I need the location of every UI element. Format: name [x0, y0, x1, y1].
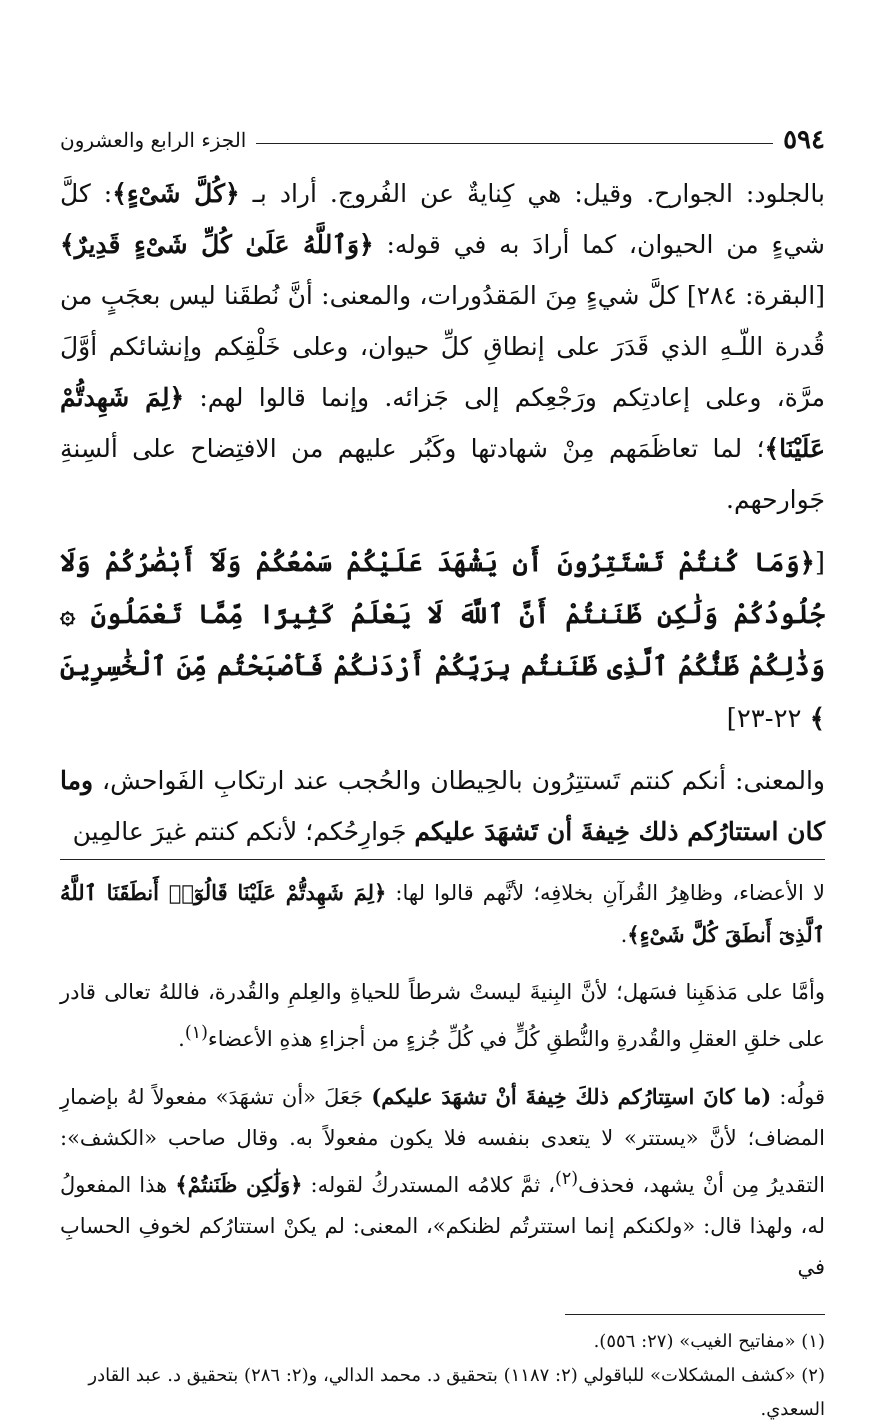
quran-quote: ﴿كُلَّ شَىْءٍ﴾: [112, 179, 240, 208]
footnote-1: (١) «مفاتيح الغيب» (٢٧: ٥٥٦).: [593, 1331, 825, 1352]
quran-verse-block: [60, 537, 825, 745]
footnote-ref[interactable]: (١): [184, 1023, 208, 1043]
text-span: بالجلود: الجوارح. وقيل: هي كِنايةٌ عن الفُروج. أراد بـ: [239, 179, 825, 208]
text-span: وأمَّا على مَذهَبِنا فسَهل؛ لأنَّ البِنيةَ ليستْ شرطاً للحياةِ والعِلمِ والقُدرة، فاللهُ تعالى قادر على خلقِ العقلِ والقُدرةِ والنُّطقِ كُلٍّ في كُلِّ جُزءٍ من أجزاءِ هذهِ الأعضاء: [60, 980, 825, 1051]
text-span: جَعَلَ «أن تشهَدَ» مفعولاً لهُ بإضمارِ المضاف؛ لأنَّ «يستتر» لا يتعدى بنفسه فلا يكون مفعولاً به. وقال صاحب «الكشف»: التقديرُ مِن أنْ يشهد، فحذف: [60, 1085, 825, 1197]
verse-reference: ٢٢-٢٣: [736, 704, 802, 734]
commentary-paragraph-3: [60, 1076, 825, 1288]
text-span: جَوارِحُكم؛ لأنكم كنتم غيرَ عالمِين: [72, 817, 415, 846]
quran-quote: ﴿وَٱللَّهُ عَلَىٰ كُلِّ شَىْءٍ قَدِيرٌ﴾: [60, 230, 374, 259]
text-span: والمعنى: أنكم كنتم تَستتِرُون بالحِيطان والحُجب عند ارتكابِ الفَواحش،: [93, 766, 825, 795]
footnote-rule: [565, 1314, 825, 1315]
header-rule: [256, 143, 773, 144]
paragraph-1: [60, 168, 825, 525]
text-span: هذا المفعولُ له، ولهذا قال: «ولكنكم إنما استترتُم لظنكم»، المعنى: لم يكنْ استتارُكم لخوفِ الحسابِ في: [60, 1173, 825, 1279]
text-span: لا الأعضاء، وظاهِرُ القُرآنِ بخلافِه؛ لأنَّهم قالوا لها:: [386, 881, 826, 905]
book-page: [60, 120, 826, 1420]
bold-phrase: وما كان استتارُكم ذلك خِيفةَ أن تَشهَدَ عليكم: [60, 766, 825, 846]
footnote-2: (٢) «كشف المشكلات» للباقولي (٢: ١١٨٧) بتحقيق د. محمد الدالي، و(٢: ٢٨٦) بتحقيق د. عبد القادر السعدي.: [88, 1365, 825, 1420]
paragraph-2: [60, 755, 825, 857]
quran-quote: ﴿وَلَٰكِن ظَنَنتُمْ﴾: [175, 1172, 303, 1197]
commentary-section: [60, 872, 825, 1288]
commentary-paragraph-2: [60, 972, 825, 1060]
text-span: .: [620, 923, 628, 947]
running-title: الجزء الرابع والعشرون: [60, 128, 247, 152]
bracket-open: [: [814, 548, 825, 578]
text-span: ، ثمَّ كلامُه المستدركُ لقوله:: [302, 1173, 556, 1197]
text-span: ؛ لما تعاظَمَهم مِنْ شهادتها وكَبُر عليهم من الافتِضاح على ألسِنةِ جَوارحهم.: [60, 434, 825, 514]
page-number: ٥٩٤: [783, 125, 825, 155]
verse-text: ﴿وَمَا كُنتُمْ تَسْتَتِرُونَ أَن يَشْهَدَ عَلَيْكُمْ سَمْعُكُمْ وَلَآ أَبْصَٰرُكُمْ وَلَا جُلُودُكُمْ وَلَٰكِن ظَنَنتُمْ أَنَّ ٱللَّهَ لَا يَعْلَمُ كَثِيرًا مِّمَّا تَعْمَلُونَ ۞ وَذَٰلِكُمْ ظَنُّكُمُ ٱلَّذِى ظَنَنتُم بِرَبِّكُمْ أَرْدَىٰكُمْ فَأَصْبَحْتُم مِّنَ ٱلْخَٰسِرِينَ ﴾: [60, 548, 825, 734]
text-span: قولُه:: [771, 1085, 826, 1109]
footnote-ref[interactable]: (٢): [555, 1169, 579, 1189]
commentary-paragraph-1: [60, 872, 825, 956]
page-header: [60, 120, 825, 160]
quran-quote: ﴿لِمَ شَهِدتُّمْ عَلَيْنَا قَالُوٓا۟ أَنطَقَنَا ٱللَّهُ ٱلَّذِىٓ أَنطَقَ كُلَّ شَىْءٍ﴾: [60, 880, 825, 947]
bold-phrase: (ما كانَ استِتارُكم ذلكَ خِيفةَ أنْ تشهَدَ عليكم): [371, 1084, 772, 1109]
section-separator: [60, 859, 825, 860]
text-span: .: [178, 1027, 185, 1051]
main-text: [60, 168, 825, 857]
text-span: : كلَّ شيءٍ من الحيوان، كما أرادَ به في قوله:: [60, 179, 825, 259]
footnotes: [60, 1325, 825, 1427]
quran-quote: ﴿لِمَ شَهِدتُّمْ عَلَيْنَا﴾: [60, 383, 825, 463]
bracket-close: ]: [726, 704, 737, 734]
text-span: [البقرة: ٢٨٤] كلَّ شيءٍ مِنَ المَقدُورات، والمعنى: أنَّ نُطقَنا ليس بعجَبٍ من قُدرة اللّـهِ الذي قَدَرَ على إنطاقِ كلِّ حيوان، وعلى خَلْقِكم وإنشائكم أوَّلَ مرَّة، وعلى إعادتِكم ورَجْعِكم إلى جَزائه. وإنما قالوا لهم:: [60, 281, 826, 412]
